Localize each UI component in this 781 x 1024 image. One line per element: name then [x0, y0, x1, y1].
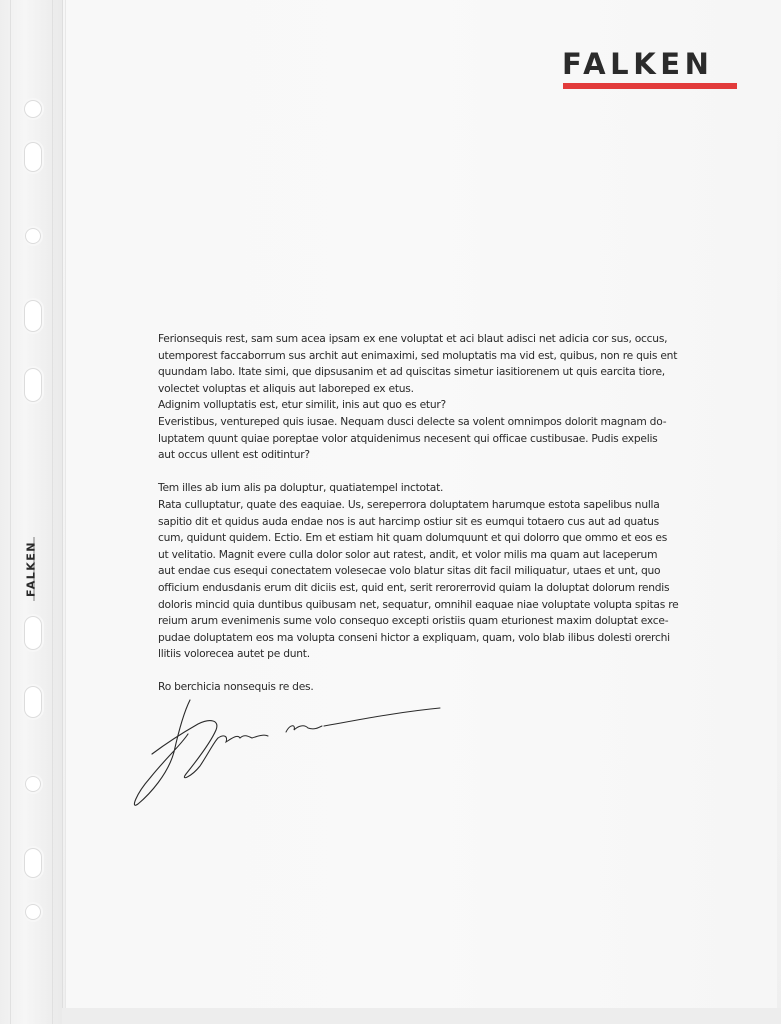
- strip-brand-label: [22, 534, 40, 604]
- letter-line: sapitio dit et quidus auda endae nos is aut harcimp ostiur sit es eumqui totaero cus aut ad quatus: [158, 514, 659, 528]
- punch-hole: [24, 142, 42, 172]
- punched-binding-strip: [0, 0, 63, 1024]
- letter-line: Ro berchicia nonsequis re des.: [158, 680, 314, 694]
- letter-line: llitiis volorecea autet pe dunt.: [158, 647, 310, 661]
- letter-line: ut velitatio. Magnit evere culla dolor solor aut ratest, andit, et volor milis ma quam aut laceperum: [158, 547, 658, 561]
- punch-hole: [25, 228, 41, 244]
- letter-line: Adignim volluptatis est, etur similit, inis aut quo es etur?: [158, 398, 446, 412]
- brand-logo-text: FALKEN: [562, 47, 714, 81]
- letter-line: utemporest faccaborrum sus archit aut enimaximi, sed moluptatis ma vid est, quibus, non re quis ent: [158, 348, 678, 362]
- letter-line: doloris mincid quia duntibus quibusam net, sequatur, omnihil eaquae niae voluptate volupta spitas re: [158, 597, 679, 611]
- letter-line: aut occus ullent est oditintur?: [158, 448, 310, 462]
- strip-seam: [10, 0, 11, 1024]
- paragraph-gap: [158, 663, 718, 680]
- letter-line: luptatem quunt quiae poreptae volor atquidenimus necesent qui officae custibusae. Pudis expelis: [158, 431, 658, 445]
- letter-line: Ferionsequis rest, sam sum acea ipsam ex ene voluptat et aci blaut adisci net adicia cor sus, occus,: [158, 332, 668, 345]
- letter-line: volectet voluptas et aliquis aut laboreped ex etus.: [158, 381, 414, 395]
- letter-line: officium endusdanis erum dit diciis est, quid ent, serit rerorerrovid quiam la doluptat dolorum rendis: [158, 580, 670, 594]
- punch-hole: [24, 300, 42, 332]
- letter-line: Tem illes ab ium alis pa doluptur, quatiatempel inctotat.: [158, 481, 444, 495]
- brand-logo: [562, 47, 738, 93]
- letter-line: Rata culluptatur, quate des eaquiae. Us, sereperrora doluptatem harumque estota sapelibus nulla: [158, 497, 660, 511]
- punch-hole: [25, 904, 41, 920]
- punch-hole: [24, 368, 42, 402]
- letter-line: Everistibus, ventureped quis iusae. Nequam dusci delecte sa volent omnimpos dolorit magnam do-: [158, 414, 667, 428]
- letter-line: reium arum evenimenis sume volo consequo excepti oristiis quam eturionest maxim doluptat exce-: [158, 614, 669, 628]
- punch-hole: [24, 100, 42, 118]
- letter-paragraph-2: [158, 480, 718, 663]
- letter-paragraph-1: [158, 331, 718, 464]
- punch-hole: [25, 776, 41, 792]
- punch-hole: [24, 686, 42, 718]
- strip-brand-text: FALKEN: [24, 540, 38, 598]
- letter-body: [158, 331, 718, 696]
- punch-hole: [24, 848, 42, 878]
- sleeve-bottom-edge: [62, 1008, 781, 1024]
- letter-line: pudae doluptatem eos ma volupta conseni hictor a expliquam, quam, volo blab ilibus dolesti orerchi: [158, 630, 670, 644]
- letter-line: cum, quidunt quidem. Ectio. Em et estiam hit quam dolumquunt et qui dolorro que ommo et eos es: [158, 531, 668, 545]
- paragraph-gap: [158, 464, 718, 481]
- punch-hole: [24, 616, 42, 650]
- brand-accent-bar: [563, 83, 737, 89]
- letter-line: quundam labo. Itate simi, que dipsusanim et ad quiscitas simetur iasitiorenem ut quis earcita tiore,: [158, 365, 665, 379]
- strip-seam: [52, 0, 53, 1024]
- signature-icon: [128, 694, 448, 814]
- letter-line: aut endae cus esequi conectatem volesecae volo blatur sitas dit facil miliquatur, utaes et unt, quo: [158, 564, 661, 578]
